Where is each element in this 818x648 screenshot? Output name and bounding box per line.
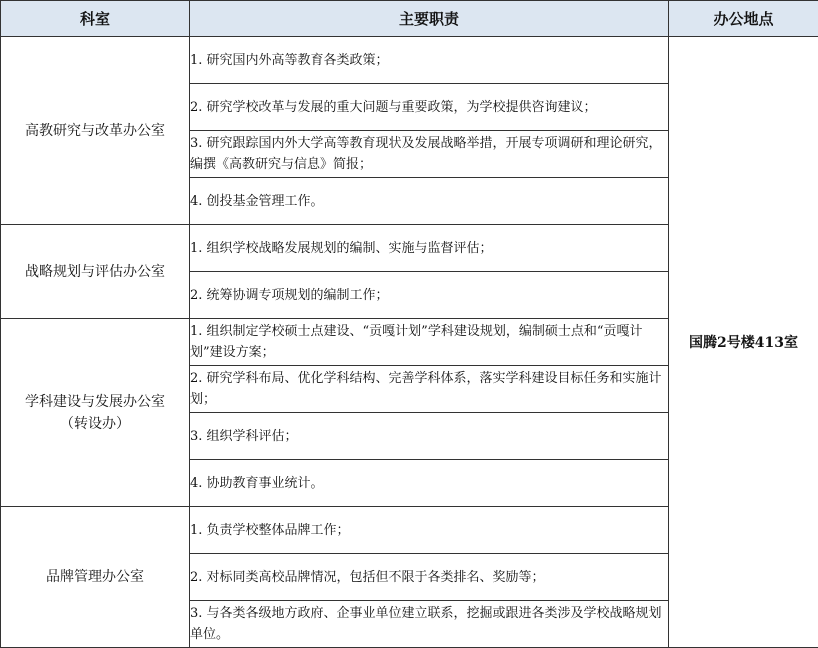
office-location: 国腾2号楼413室 [669,37,818,648]
duty-cell: 2. 统筹协调专项规划的编制工作； [190,272,669,319]
duty-cell: 2. 对标同类高校品牌情况，包括但不限于各类排名、奖励等； [190,554,669,601]
office-name [1,319,190,507]
office-name: 高教研究与改革办公室 [1,37,190,225]
header-row [1,1,818,37]
duty-cell: 3. 与各类各级地方政府、企事业单位建立联系，挖掘或跟进各类涉及学校战略规划单位。 [190,601,669,648]
duty-cell: 2. 研究学科布局、优化学科结构、完善学科体系，落实学科建设目标任务和实施计划； [190,366,669,413]
duty-cell: 1. 组织制定学校硕士点建设、“贡嘎计划”学科建设规划，编制硕士点和“贡嘎计划”建设方案； [190,319,669,366]
office-name-line1: 学科建设与发展办公室 [25,393,165,410]
office-name: 战略规划与评估办公室 [1,225,190,319]
duty-cell: 3. 组织学科评估； [190,413,669,460]
duty-cell: 3. 研究跟踪国内外大学高等教育现状及发展战略举措，开展专项调研和理论研究，编撰《高教研究与信息》简报； [190,131,669,178]
header-duty: 主要职责 [190,1,669,37]
table-row [1,37,818,84]
header-location: 办公地点 [669,1,818,37]
header-office: 科室 [1,1,190,37]
duty-cell: 1. 组织学校战略发展规划的编制、实施与监督评估； [190,225,669,272]
duty-cell: 2. 研究学校改革与发展的重大问题与重要政策，为学校提供咨询建议； [190,84,669,131]
office-name: 品牌管理办公室 [1,507,190,648]
duty-cell: 4. 协助教育事业统计。 [190,460,669,507]
duty-cell: 4. 创投基金管理工作。 [190,178,669,225]
duty-cell: 1. 负责学校整体品牌工作； [190,507,669,554]
duty-cell: 1. 研究国内外高等教育各类政策； [190,37,669,84]
office-name-line2: （转设办） [60,415,130,432]
